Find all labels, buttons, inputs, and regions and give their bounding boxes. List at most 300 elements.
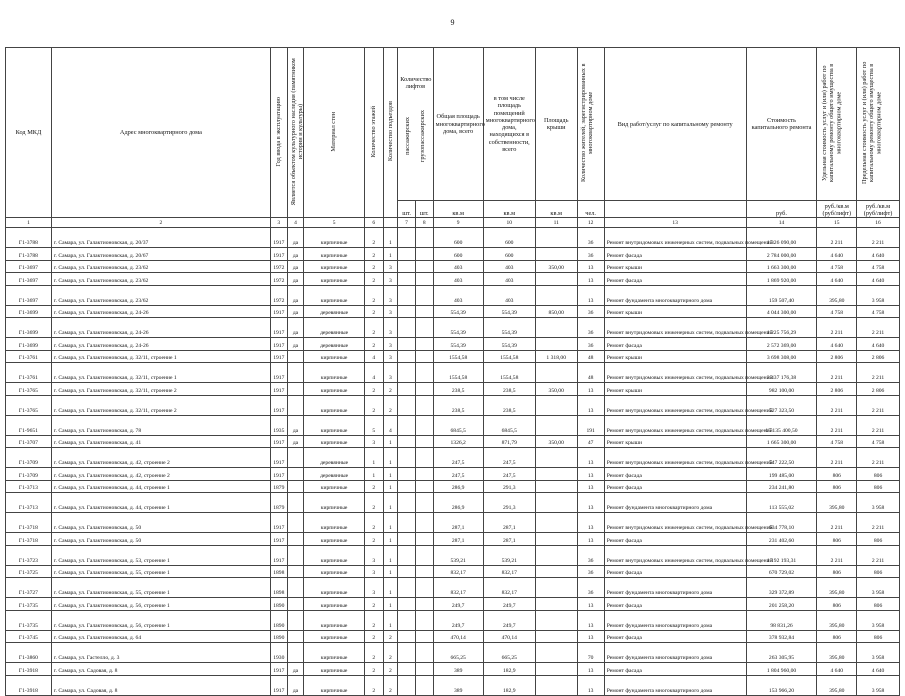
row-code: Г1-3918 [6,663,52,676]
row-code: Г1-3788 [6,228,52,248]
row-code: Г1-3709 [6,448,52,468]
row-lifts-passenger [398,643,416,663]
row-heritage [287,480,304,493]
header-work-type: Вид работ/услуг по капитальному ремонту [604,48,746,201]
row-max-cost: 4 758 [857,260,900,273]
row-lifts-passenger [398,285,416,305]
row-lifts-passenger [398,248,416,261]
row-premises-area: 600 [483,228,535,248]
row-entrances: 2 [383,630,398,643]
row-lifts-cargo [415,468,433,481]
row-year: 1879 [270,480,287,493]
row-unit-cost: 4 758 [817,260,857,273]
row-lifts-passenger [398,260,416,273]
row-residents: 36 [577,338,604,351]
row-cost: 547 222,50 [746,448,817,468]
row-residents: 13 [577,533,604,546]
row-lifts-passenger [398,228,416,248]
row-total-area: 247,5 [433,468,483,481]
row-max-cost: 806 [857,630,900,643]
row-floors: 2 [364,383,383,396]
row-heritage [287,598,304,611]
row-roof-area [535,468,577,481]
row-unit-cost: 2 211 [817,318,857,338]
row-heritage [287,578,304,598]
row-floors: 3 [364,435,383,448]
row-year: 1917 [270,395,287,415]
row-residents: 36 [577,228,604,248]
row-premises-area: 403 [483,285,535,305]
row-walls: кирпичные [304,350,365,363]
header-row [6,48,900,201]
row-max-cost: 2 806 [857,350,900,363]
row-heritage: да [287,260,304,273]
row-lifts-cargo [415,415,433,435]
row-residents: 48 [577,363,604,383]
row-max-cost: 806 [857,598,900,611]
row-unit-cost: 806 [817,598,857,611]
row-max-cost: 806 [857,565,900,578]
row-entrances: 3 [383,285,398,305]
column-number: 3 [270,218,287,228]
row-residents: 13 [577,285,604,305]
row-entrances: 1 [383,480,398,493]
row-heritage: да [287,248,304,261]
row-cost: 1 192 193,31 [746,545,817,565]
row-lifts-cargo [415,448,433,468]
row-unit-cost: 2 806 [817,383,857,396]
row-cost: 527 323,50 [746,395,817,415]
row-premises-area: 554,39 [483,305,535,318]
row-lifts-cargo [415,338,433,351]
row-max-cost: 3 958 [857,285,900,305]
row-max-cost: 2 806 [857,383,900,396]
row-premises-area: 600 [483,248,535,261]
row-lifts-passenger [398,545,416,565]
row-walls: кирпичные [304,363,365,383]
row-cost: 231 402,60 [746,533,817,546]
row-walls: деревянные [304,305,365,318]
row-residents: 13 [577,273,604,286]
row-lifts-cargo [415,675,433,695]
row-lifts-passenger [398,480,416,493]
row-total-area: 286,9 [433,480,483,493]
row-year: 1972 [270,273,287,286]
row-lifts-passenger [398,675,416,695]
row-premises-area: 554,39 [483,318,535,338]
row-floors: 2 [364,318,383,338]
row-roof-area: 350,00 [535,383,577,396]
row-year: 1935 [270,415,287,435]
row-work-type: Ремонт фасада [604,565,746,578]
row-max-cost: 2 211 [857,545,900,565]
row-address: г. Самара, ул. Галактионовская, д. 55, строение 1 [51,565,270,578]
row-work-type: Ремонт внутридомовых инженерных систем, подвальных помещений [604,545,746,565]
row-max-cost: 3 958 [857,578,900,598]
column-numbers-row [6,218,900,228]
row-year: 1917 [270,513,287,533]
row-walls: кирпичные [304,260,365,273]
row-residents: 13 [577,598,604,611]
row-walls: кирпичные [304,630,365,643]
row-floors: 3 [364,578,383,598]
row-roof-area [535,480,577,493]
column-number: 15 [817,218,857,228]
row-code: Г1-3697 [6,285,52,305]
row-heritage: да [287,305,304,318]
row-roof-area [535,448,577,468]
row-unit-cost: 806 [817,630,857,643]
page-number: 9 [450,18,455,27]
row-total-area: 1554,58 [433,350,483,363]
table-row [6,493,900,513]
row-cost: 113 555,02 [746,493,817,513]
row-unit-cost: 395,80 [817,578,857,598]
row-lifts-cargo [415,248,433,261]
row-roof-area [535,675,577,695]
row-floors: 2 [364,533,383,546]
row-roof-area [535,493,577,513]
row-walls: кирпичные [304,480,365,493]
row-code: Г1-3718 [6,533,52,546]
row-residents: 13 [577,630,604,643]
row-lifts-passenger [398,435,416,448]
row-floors: 2 [364,273,383,286]
row-address: г. Самара, ул. Галактионовская, д. 32/11, строение 2 [51,395,270,415]
row-total-area: 1554,58 [433,363,483,383]
table-row [6,383,900,396]
table-row [6,663,900,676]
row-premises-area: 665,25 [483,643,535,663]
row-year: 1930 [270,643,287,663]
row-cost: 15 135 400,50 [746,415,817,435]
row-entrances: 4 [383,415,398,435]
row-total-area: 6845,5 [433,415,483,435]
repair-register-table [5,47,900,696]
row-entrances: 1 [383,448,398,468]
row-cost: 263 305,95 [746,643,817,663]
header-lifts-passenger: пассажирских [404,117,412,156]
row-walls: кирпичные [304,663,365,676]
row-unit-cost: 2 211 [817,395,857,415]
row-total-area: 832,17 [433,578,483,598]
row-lifts-cargo [415,395,433,415]
table-row [6,565,900,578]
row-work-type: Ремонт фасада [604,338,746,351]
row-lifts-cargo [415,533,433,546]
table-row [6,610,900,630]
header-address: Адрес многоквартирного дома [51,48,270,218]
row-lifts-cargo [415,260,433,273]
row-year: 1898 [270,565,287,578]
row-max-cost: 2 211 [857,363,900,383]
row-lifts-passenger [398,610,416,630]
row-entrances: 1 [383,533,398,546]
row-roof-area [535,273,577,286]
row-total-area: 600 [433,248,483,261]
row-total-area: 539,21 [433,545,483,565]
row-entrances: 1 [383,565,398,578]
row-residents: 13 [577,480,604,493]
column-number: 1 [6,218,52,228]
row-lifts-passenger [398,383,416,396]
row-work-type: Ремонт внутридомовых инженерных систем, подвальных помещений [604,318,746,338]
row-roof-area [535,415,577,435]
row-work-type: Ремонт крыши [604,350,746,363]
column-number: 4 [287,218,304,228]
row-entrances: 3 [383,305,398,318]
row-cost: 2 572 369,00 [746,338,817,351]
row-heritage [287,630,304,643]
row-address: г. Самара, ул. Галактионовская, д. 24-26 [51,338,270,351]
row-entrances: 3 [383,338,398,351]
header-code: Код МКД [6,48,52,218]
row-unit-cost: 2 211 [817,228,857,248]
row-code: Г1-3918 [6,675,52,695]
column-number: 5 [304,218,365,228]
row-roof-area [535,578,577,598]
row-entrances: 2 [383,663,398,676]
row-total-area: 238,5 [433,383,483,396]
table-row [6,513,900,533]
row-address: г. Самара, ул. Галактионовская, д. 44, строение 1 [51,493,270,513]
row-entrances: 1 [383,610,398,630]
row-max-cost: 4 758 [857,435,900,448]
row-lifts-passenger [398,448,416,468]
row-total-area: 554,39 [433,338,483,351]
row-premises-area: 291,3 [483,480,535,493]
row-unit-cost: 4 640 [817,273,857,286]
row-lifts-passenger [398,395,416,415]
row-heritage [287,363,304,383]
row-unit-cost: 2 211 [817,513,857,533]
row-lifts-cargo [415,545,433,565]
row-heritage [287,350,304,363]
header-roof-area: Площадь крыши [535,48,577,201]
row-walls: кирпичные [304,675,365,695]
header-year: Год ввода в эксплуатацию [275,96,283,167]
row-address: г. Самара, ул. Галактионовская, д. 78 [51,415,270,435]
row-lifts-cargo [415,228,433,248]
header-entrances: Количество подъездов [386,101,394,162]
row-cost: 201 258,20 [746,598,817,611]
row-code: Г1-3709 [6,468,52,481]
row-address: г. Самара, ул. Галактионовская, д. 53, строение 1 [51,545,270,565]
row-heritage [287,383,304,396]
row-year: 1917 [270,228,287,248]
row-cost: 2 784 000,00 [746,248,817,261]
row-heritage: да [287,273,304,286]
row-floors: 4 [364,363,383,383]
row-heritage: да [287,675,304,695]
row-heritage: да [287,435,304,448]
row-roof-area [535,533,577,546]
row-walls: кирпичные [304,565,365,578]
row-address: г. Самара, ул. Гастелло, д. 3 [51,643,270,663]
row-work-type: Ремонт внутридомовых инженерных систем, подвальных помещений [604,395,746,415]
row-lifts-passenger [398,663,416,676]
row-lifts-cargo [415,643,433,663]
row-unit-cost: 2 211 [817,448,857,468]
row-work-type: Ремонт крыши [604,435,746,448]
row-floors: 5 [364,415,383,435]
row-code: Г1-3713 [6,480,52,493]
row-lifts-cargo [415,435,433,448]
row-code: Г1-3735 [6,610,52,630]
table-row [6,448,900,468]
row-premises-area: 291,3 [483,493,535,513]
row-walls: кирпичные [304,513,365,533]
row-floors: 2 [364,643,383,663]
row-residents: 36 [577,318,604,338]
row-walls: кирпичные [304,598,365,611]
row-lifts-cargo [415,383,433,396]
row-walls: кирпичные [304,578,365,598]
row-code: Г1-3707 [6,435,52,448]
row-cost: 1 869 920,00 [746,273,817,286]
row-year: 1917 [270,545,287,565]
row-residents: 13 [577,468,604,481]
row-unit-cost: 2 211 [817,545,857,565]
row-floors: 2 [364,228,383,248]
row-walls: кирпичные [304,273,365,286]
row-cost: 3 698 308,00 [746,350,817,363]
header-floors: Количество этажей [370,105,378,158]
row-year: 1917 [270,675,287,695]
row-total-area: 389 [433,663,483,676]
row-heritage [287,533,304,546]
row-premises-area: 403 [483,260,535,273]
row-roof-area: 350,00 [535,260,577,273]
row-entrances: 1 [383,545,398,565]
table-row [6,468,900,481]
row-roof-area [535,545,577,565]
row-walls: кирпичные [304,395,365,415]
row-lifts-cargo [415,663,433,676]
row-lifts-passenger [398,415,416,435]
row-floors: 2 [364,610,383,630]
row-entrances: 3 [383,260,398,273]
row-max-cost: 4 758 [857,305,900,318]
column-number: 14 [746,218,817,228]
row-lifts-passenger [398,565,416,578]
row-roof-area [535,610,577,630]
row-lifts-passenger [398,305,416,318]
row-year: 1898 [270,578,287,598]
column-number: 9 [433,218,483,228]
row-entrances: 2 [383,675,398,695]
row-code: Г1-3699 [6,318,52,338]
row-lifts-passenger [398,578,416,598]
row-total-area: 665,25 [433,643,483,663]
row-address: г. Самара, ул. Галактионовская, д. 23/62 [51,260,270,273]
row-residents: 13 [577,513,604,533]
row-heritage [287,395,304,415]
row-heritage [287,610,304,630]
row-entrances: 1 [383,598,398,611]
row-work-type: Ремонт фасада [604,630,746,643]
row-lifts-passenger [398,493,416,513]
row-cost: 982 100,00 [746,383,817,396]
row-lifts-cargo [415,480,433,493]
row-address: г. Самара, ул. Галактионовская, д. 32/11, строение 1 [51,350,270,363]
row-max-cost: 806 [857,480,900,493]
row-floors: 2 [364,675,383,695]
row-year: 1917 [270,533,287,546]
row-unit-cost: 806 [817,468,857,481]
row-work-type: Ремонт фасада [604,480,746,493]
row-work-type: Ремонт внутридомовых инженерных систем, подвальных помещений [604,228,746,248]
row-residents: 70 [577,643,604,663]
row-cost: 1 804 960,00 [746,663,817,676]
row-entrances: 1 [383,468,398,481]
row-cost: 1 225 756,29 [746,318,817,338]
row-total-area: 470,14 [433,630,483,643]
row-unit-cost: 395,80 [817,493,857,513]
row-lifts-cargo [415,610,433,630]
row-walls: кирпичные [304,533,365,546]
row-year: 1879 [270,493,287,513]
row-entrances: 1 [383,578,398,598]
table-row [6,228,900,248]
row-entrances: 3 [383,273,398,286]
row-code: Г1-3745 [6,630,52,643]
table-row [6,415,900,435]
row-code: Г1-3765 [6,383,52,396]
row-code: Г1-3699 [6,305,52,318]
column-number: 13 [604,218,746,228]
row-premises-area: 238,5 [483,383,535,396]
row-residents: 191 [577,415,604,435]
table-row [6,350,900,363]
row-work-type: Ремонт внутридомовых инженерных систем, подвальных помещений [604,448,746,468]
row-work-type: Ремонт крыши [604,305,746,318]
row-unit-cost: 806 [817,480,857,493]
row-cost: 4 044 300,00 [746,305,817,318]
row-cost: 634 778,10 [746,513,817,533]
row-code: Г1-3727 [6,578,52,598]
column-number: 12 [577,218,604,228]
row-lifts-cargo [415,273,433,286]
row-cost: 159 507,40 [746,285,817,305]
row-roof-area [535,630,577,643]
row-entrances: 1 [383,513,398,533]
row-premises-area: 871,79 [483,435,535,448]
row-code: Г1-3735 [6,598,52,611]
row-cost: 670 729,02 [746,565,817,578]
row-premises-area: 1554,58 [483,363,535,383]
row-year: 1890 [270,610,287,630]
row-work-type: Ремонт крыши [604,383,746,396]
row-address: г. Самара, ул. Галактионовская, д. 24-26 [51,305,270,318]
header-lifts-cargo: грузопассажирских [419,110,427,163]
row-max-cost: 4 640 [857,663,900,676]
table-row [6,578,900,598]
row-cost: 199 485,00 [746,468,817,481]
unit-premises-area: кв.м [483,201,535,218]
row-year: 1917 [270,468,287,481]
row-unit-cost: 395,80 [817,610,857,630]
row-entrances: 3 [383,318,398,338]
table-row [6,533,900,546]
row-premises-area: 247,5 [483,448,535,468]
row-year: 1917 [270,248,287,261]
row-residents: 13 [577,493,604,513]
row-work-type: Ремонт фундамента многоквартирного дома [604,578,746,598]
row-premises-area: 182,9 [483,675,535,695]
row-floors: 2 [364,285,383,305]
table-row [6,643,900,663]
